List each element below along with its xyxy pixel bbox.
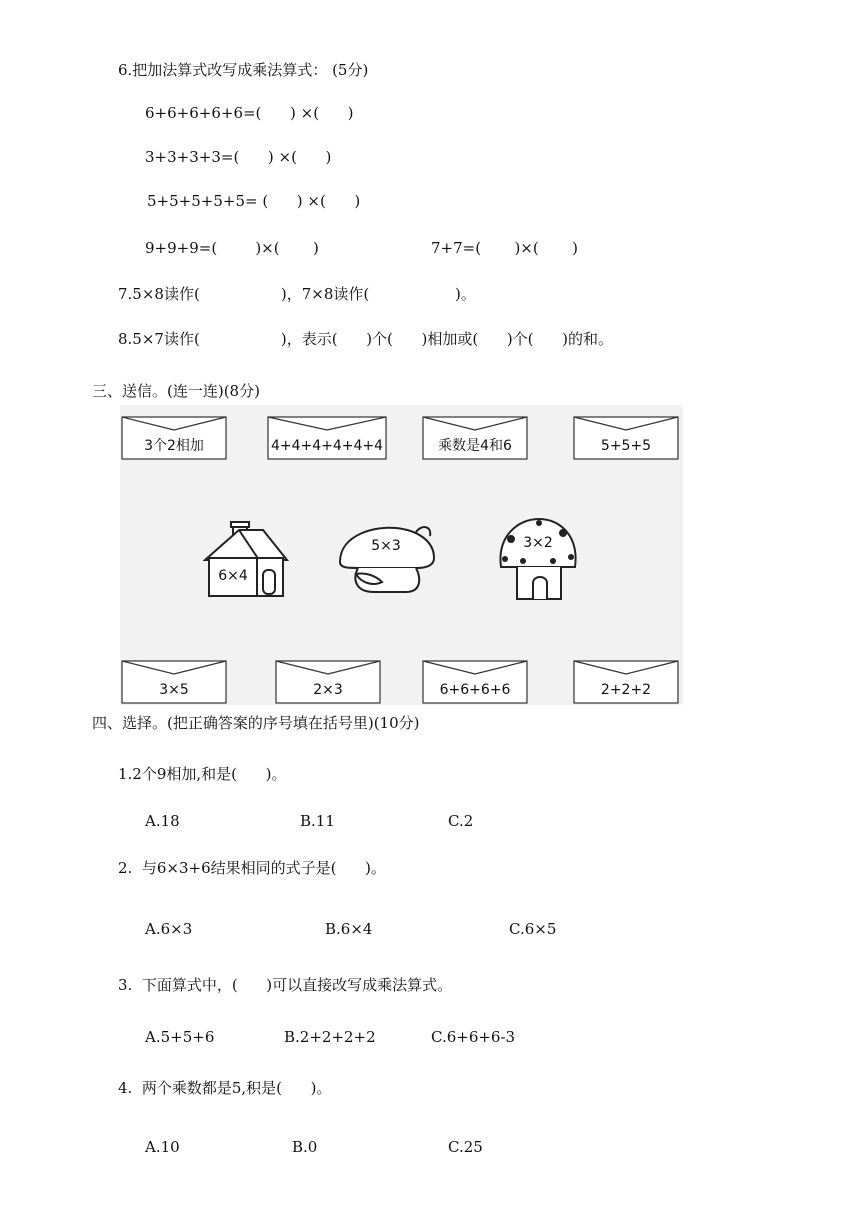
mushroom-1-label: 5×3	[371, 538, 401, 554]
mushroom-icon	[336, 522, 440, 598]
choice-q1-option-c[interactable]: C.2	[448, 812, 474, 830]
choice-q2-option-b[interactable]: B.6×4	[325, 920, 373, 938]
envelope-bottom-1[interactable]	[121, 660, 227, 704]
q8: 8.5×7读作( )，表示( )个( )相加或( )个( )的和。	[118, 330, 613, 348]
choice-q3-option-b[interactable]: B.2+2+2+2	[284, 1028, 376, 1046]
q6-title: 6.把加法算式改写成乘法算式： (5分)	[118, 61, 369, 79]
choice-q3-option-c[interactable]: C.6+6+6-3	[431, 1028, 516, 1046]
choice-q1-option-a[interactable]: A.18	[145, 812, 180, 830]
q6-line-3: 5+5+5+5+5= ( ) ×( )	[147, 192, 361, 210]
choice-q3: 3. 下面算式中，( )可以直接改写成乘法算式。	[118, 976, 453, 994]
section4-title: 四、选择。(把正确答案的序号填在括号里)(10分)	[92, 714, 420, 732]
choice-q2: 2. 与6×3+6结果相同的式子是( )。	[118, 859, 386, 877]
envelope-label: 乘数是4和6	[438, 438, 512, 454]
envelope-bottom-3[interactable]	[422, 660, 528, 704]
choice-q4-option-b[interactable]: B.0	[292, 1138, 318, 1156]
spotted-mushroom-icon	[497, 517, 579, 603]
envelope-top-2[interactable]	[267, 416, 387, 460]
envelope-top-3[interactable]	[422, 416, 528, 460]
envelope-label: 3×5	[159, 682, 189, 698]
q6-line-2: 3+3+3+3=( ) ×( )	[145, 148, 332, 166]
house-label: 6×4	[218, 568, 248, 584]
q7: 7.5×8读作( )，7×8读作( )。	[118, 285, 476, 303]
envelope-bottom-4[interactable]	[573, 660, 679, 704]
choice-q4-option-c[interactable]: C.25	[448, 1138, 483, 1156]
envelope-label: 4+4+4+4+4+4	[270, 438, 384, 454]
envelope-label: 5+5+5	[600, 438, 652, 454]
q6-line-5: 7+7=( )×( )	[431, 239, 578, 257]
envelope-bottom-2[interactable]	[275, 660, 381, 704]
house-picture[interactable]	[203, 518, 293, 600]
choice-q4: 4. 两个乘数都是5,积是( )。	[118, 1079, 332, 1097]
mushroom-picture-2[interactable]	[497, 517, 579, 603]
q6-line-4: 9+9+9=( )×( )	[145, 239, 319, 257]
choice-q2-option-c[interactable]: C.6×5	[509, 920, 557, 938]
choice-q1-option-b[interactable]: B.11	[300, 812, 335, 830]
choice-q1: 1.2个9相加,和是( )。	[118, 765, 287, 783]
envelope-top-4[interactable]	[573, 416, 679, 460]
mushroom-2-label: 3×2	[523, 535, 553, 551]
envelope-label: 2+2+2	[600, 682, 652, 698]
envelope-top-1[interactable]	[121, 416, 227, 460]
choice-q3-option-a[interactable]: A.5+5+6	[145, 1028, 215, 1046]
choice-q4-option-a[interactable]: A.10	[145, 1138, 180, 1156]
choice-q2-option-a[interactable]: A.6×3	[145, 920, 193, 938]
q6-line-1: 6+6+6+6+6=( ) ×( )	[145, 104, 354, 122]
envelope-label: 6+6+6+6	[439, 682, 511, 698]
house-icon	[203, 518, 293, 600]
mushroom-picture-1[interactable]	[336, 522, 440, 598]
section3-title: 三、送信。(连一连)(8分)	[92, 382, 260, 400]
envelope-label: 3个2相加	[144, 438, 204, 454]
envelope-label: 2×3	[313, 682, 343, 698]
